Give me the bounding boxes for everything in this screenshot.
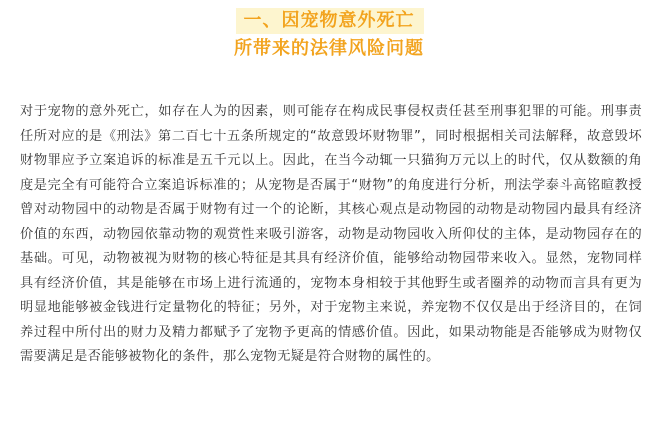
- heading-line-2: 所带来的法律风险问题: [234, 38, 424, 59]
- heading-line-1: 一、因宠物意外死亡: [243, 10, 415, 31]
- body-paragraph: 对于宠物的意外死亡，如存在人为的因素，则可能存在构成民事侵权责任甚至刑事犯罪的可能。刑事责任所对应的是《刑法》第二百七十五条所规定的“故意毁坏财物罪”，同时根据相关司法解释，故意毁坏财物罪应予立案追诉的标准是五千元以上。因此，在当今动辄一只猫狗万元以上的时代，仅从数额的角度是完全有可能符合立案追诉标准的；从宠物是否属于“财物”的角度进行分析，刑法学泰斗高铭暄教授曾对动物园中的动物是否属于财物有过一个的论断，其核心观点是动物园的动物是动物园内最具有经济价值的东西，动物园依靠动物的观赏性来吸引游客，动物是动物园收入所仰仗的主体，是动物园存在的基础。可见，动物被视为财物的核心特征是其具有经济价值，能够给动物园带来收入。显然，宠物同样具有经济价值，其是能够在市场上进行流通的，宠物本身相较于其他野生或者圈养的动物而言具有更为明显地能够被金钱进行定量物化的特征；另外，对于宠物主来说，养宠物不仅仅是出于经济目的，在饲养过程中所付出的财力及精力都赋予了宠物予更高的情感价值。因此，如果动物能是否能够成为财物仅需要满足是否能够被物化的条件，那么宠物无疑是符合财物的属性的。: [20, 104, 642, 364]
- section-heading: [0, 0, 658, 72]
